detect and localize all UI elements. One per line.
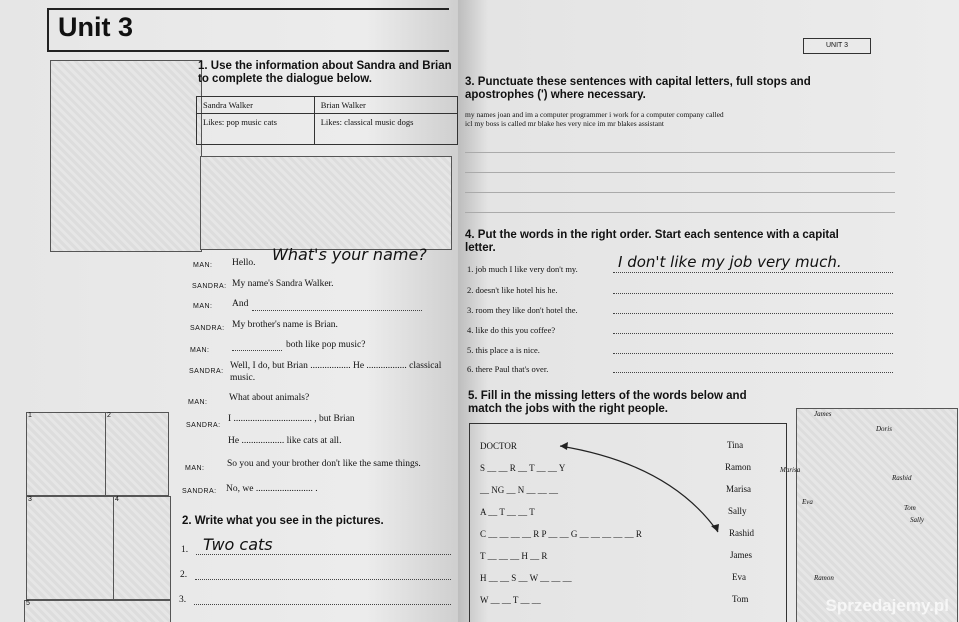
handwritten-answer: I don't like my job very much. xyxy=(618,253,842,271)
person-name: James xyxy=(730,550,752,560)
exercise4-title: 4. Put the words in the right order. Start each sentence with a capital letter. xyxy=(465,229,839,254)
speaker-label: MAN: xyxy=(193,262,213,269)
speaker-label: MAN: xyxy=(188,399,208,406)
person-name: Marisa xyxy=(726,484,751,494)
answer-line xyxy=(613,313,893,314)
man-illustration xyxy=(50,60,202,252)
answer-line xyxy=(195,579,451,580)
person-name: Sally xyxy=(728,506,747,516)
speaker-label: SANDRA: xyxy=(189,368,224,375)
picture-number: 3 xyxy=(28,496,32,503)
dialogue-line: Hello. xyxy=(232,258,256,268)
dialogue-line: both like pop music? xyxy=(286,340,366,350)
speaker-label: SANDRA: xyxy=(186,422,221,429)
job-word: DOCTOR xyxy=(480,441,517,451)
person-name: Rashid xyxy=(729,528,755,538)
person-name: Ramon xyxy=(725,462,751,472)
handwritten-answer: What's your name? xyxy=(272,245,427,264)
writing-line xyxy=(465,152,895,153)
writing-line xyxy=(465,192,895,193)
dialogue-line: I ................................. , but Brian xyxy=(228,414,355,424)
answer-line xyxy=(613,333,893,334)
sentence-item: 2. doesn't like hotel his he. xyxy=(467,285,558,295)
unit-tag: UNIT 3 xyxy=(803,38,871,54)
exercise5-title: 5. Fill in the missing letters of the words below and match the jobs with the right people. xyxy=(468,390,747,415)
exercise1-title: 1. Use the information about Sandra and Brian to complete the dialogue below. xyxy=(198,60,452,85)
speaker-label: MAN: xyxy=(193,303,213,310)
speaker-label: MAN: xyxy=(185,465,205,472)
dialogue-line: Well, I do, but Brian ................. He ................. classical music. xyxy=(230,361,442,383)
job-word: W __ __ T __ __ xyxy=(480,595,541,605)
person-name: Tina xyxy=(727,440,744,450)
job-word: A __ T __ __ T xyxy=(480,507,535,517)
writing-line xyxy=(465,172,895,173)
job-word: C __ __ __ __ R P __ __ G __ __ __ __ __ R xyxy=(480,529,642,539)
person-name: Eva xyxy=(732,572,746,582)
picture-number: 1 xyxy=(28,412,32,419)
picture-name: Marisa xyxy=(780,466,801,474)
left-page xyxy=(0,0,458,622)
people-illustration xyxy=(796,408,958,622)
sentence-item: 4. like do this you coffee? xyxy=(467,325,556,335)
speaker-label: SANDRA: xyxy=(192,283,227,290)
handwritten-answer: Two cats xyxy=(203,535,273,554)
girl-radio-illustration xyxy=(200,156,452,250)
picture-five xyxy=(24,600,171,622)
brian-header: Brian Walker xyxy=(314,97,457,114)
job-word: __ NG __ N __ __ __ xyxy=(480,485,558,495)
exercise2-title: 2. Write what you see in the pictures. xyxy=(182,515,384,527)
dialogue-line: What about animals? xyxy=(229,393,310,403)
picture-number: 4 xyxy=(115,496,119,503)
dialogue-line: He .................. like cats at all. xyxy=(228,436,342,446)
brian-likes: Likes: classical music dogs xyxy=(314,114,457,145)
dialogue-line: And xyxy=(232,299,249,309)
person-name: Tom xyxy=(732,594,749,604)
dialogue-line: No, we ........................ . xyxy=(226,484,318,494)
sandra-header: Sandra Walker xyxy=(197,97,315,114)
answer-line xyxy=(232,350,282,351)
picture-name: James xyxy=(814,410,832,418)
dialogue-line: My brother's name is Brian. xyxy=(232,320,338,330)
sentence-item: 3. room they like don't hotel the. xyxy=(467,305,578,315)
picture-name: Doris xyxy=(876,425,892,433)
jobs-box xyxy=(469,423,787,622)
answer-line xyxy=(196,554,451,555)
picture-name: Tom xyxy=(904,504,916,512)
speaker-label: MAN: xyxy=(190,347,210,354)
answer-line xyxy=(613,272,893,273)
answer-line xyxy=(194,604,451,605)
picture-men xyxy=(105,412,169,496)
info-table xyxy=(196,96,458,145)
picture-children xyxy=(113,496,171,600)
unit-title: Unit 3 xyxy=(58,12,134,42)
speaker-label: SANDRA: xyxy=(190,325,225,332)
speaker-label: SANDRA: xyxy=(182,488,217,495)
answer-line xyxy=(613,372,893,373)
answer-number: 1. xyxy=(181,545,189,555)
sentence-item: 5. this place a is nice. xyxy=(467,345,540,355)
exercise3-text: my names joan and im a computer programmer i work for a computer company called icl my boss is called mr blake hes very nice im mr blakes assistant xyxy=(465,110,724,128)
picture-cats xyxy=(26,412,106,496)
match-arrow xyxy=(470,424,786,622)
answer-line xyxy=(252,310,422,311)
picture-name: Rashid xyxy=(892,474,912,482)
picture-number: 2 xyxy=(107,412,111,419)
picture-name: Eva xyxy=(802,498,813,506)
sandra-likes: Likes: pop music cats xyxy=(197,114,315,145)
answer-line xyxy=(613,353,893,354)
watermark-logo: Sprzedajemy.pl xyxy=(825,596,949,615)
dialogue-line: So you and your brother don't like the same things. xyxy=(227,459,421,469)
answer-number: 3. xyxy=(179,595,187,605)
job-word: T __ __ __ H __ R xyxy=(480,551,548,561)
writing-line xyxy=(465,212,895,213)
right-page xyxy=(458,0,959,622)
sentence-item: 1. job much I like very don't my. xyxy=(467,264,578,274)
job-word: H __ __ S __ W __ __ __ xyxy=(480,573,572,583)
answer-line xyxy=(613,293,893,294)
picture-name: Ramon xyxy=(814,574,834,582)
sentence-item: 6. there Paul that's over. xyxy=(467,364,549,374)
picture-number: 5 xyxy=(26,600,30,607)
answer-number: 2. xyxy=(180,570,188,580)
dialogue-line: My name's Sandra Walker. xyxy=(232,279,334,289)
job-word: S __ __ R __ T __ __ Y xyxy=(480,463,566,473)
picture-name: Sally xyxy=(910,516,924,524)
exercise3-title: 3. Punctuate these sentences with capital letters, full stops and apostrophes (') where necessary. xyxy=(465,76,811,101)
picture-women xyxy=(26,496,114,600)
